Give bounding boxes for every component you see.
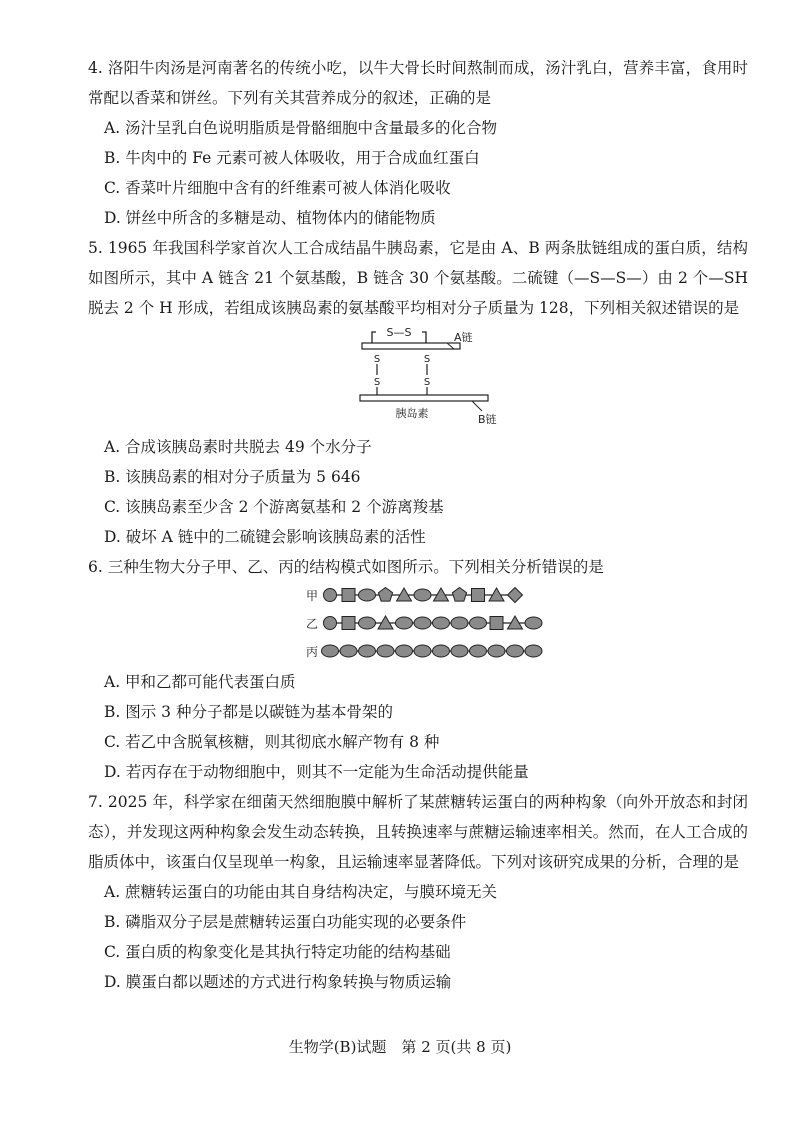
monomer-ellipse [396, 645, 413, 657]
svg-text:S: S [373, 354, 381, 365]
question-6 [88, 552, 748, 582]
monomer-square [342, 617, 355, 630]
monomer-ellipse [377, 645, 394, 657]
question-5-options [88, 432, 748, 552]
option-d: D. 膜蛋白都以题述的方式进行构象转换与物质运输 [104, 973, 452, 991]
monomer-ellipse [451, 645, 468, 657]
question-stem: 7. 2025 年，科学家在细菌天然细胞膜中解析了某蔗糖转运蛋白的两种构象（向外开放态和封闭态），并发现这两种构象会发生动态转换，且转换速率与蔗糖运输速率相关。然而，在人工合成的脂质体中，该蛋白仅呈现单一构象，且运输速率显著降低。下列对该研究成果的分析，合理的是 [88, 793, 748, 871]
monomer-ellipse [451, 617, 468, 629]
svg-text:S: S [423, 377, 431, 388]
molecule-label-1: 乙 [306, 617, 319, 631]
monomer-circle [324, 589, 337, 602]
question-stem: 6. 三种生物大分子甲、乙、丙的结构模式如图所示。下列相关分析错误的是 [88, 558, 604, 576]
monomer-ellipse [525, 617, 542, 629]
monomer-ellipse [525, 645, 542, 657]
insulin-structure-figure [350, 323, 510, 428]
option-b: B. 图示 3 种分子都是以碳链为基本骨架的 [104, 703, 393, 721]
monomer-ellipse [470, 645, 487, 657]
question-6-options [88, 667, 748, 787]
monomer-square [472, 589, 485, 602]
option-c: C. 蛋白质的构象变化是其执行特定功能的结构基础 [104, 943, 451, 961]
chain-b-bar [360, 395, 488, 401]
monomer-pentagon [378, 588, 392, 602]
option-a: A. 合成该胰岛素时共脱去 49 个水分子 [104, 438, 372, 456]
monomer-pentagon [452, 588, 466, 602]
monomer-ellipse [470, 617, 487, 629]
option-d: D. 饼丝中所含的多糖是动、植物体内的储能物质 [104, 209, 436, 227]
chain-b-label: B链 [478, 413, 497, 426]
monomer-ellipse [322, 645, 339, 657]
macromolecule-figure [304, 584, 544, 664]
protein-label: 胰岛素 [395, 407, 429, 420]
monomer-ellipse [414, 645, 431, 657]
page-footer: 生物学(B)试题 第 2 页(共 8 页) [288, 1038, 512, 1056]
monomer-ellipse [507, 645, 524, 657]
question-stem: 5. 1965 年我国科学家首次人工合成结晶牛胰岛素，它是由 A、B 两条肽链组成的蛋白质，结构如图所示，其中 A 链含 21 个氨基酸，B 链含 30 个氨基酸。二硫键（—S—S—）由 2 个—SH 脱去 2 个 H 形成，若组成该胰岛素的氨基酸平均相对分子质量为 128，下列相关叙述错误的是 [88, 239, 748, 317]
question-5 [88, 233, 748, 323]
option-b: B. 牛肉中的 Fe 元素可被人体吸收，用于合成血红蛋白 [104, 149, 480, 167]
chain-a-bar [362, 343, 460, 349]
svg-text:S: S [373, 377, 381, 388]
question-4 [88, 53, 748, 233]
option-c: C. 该胰岛素至少含 2 个游离氨基和 2 个游离羧基 [104, 498, 444, 516]
option-c: C. 若乙中含脱氧核糖，则其彻底水解产物有 8 种 [104, 733, 440, 751]
option-b: B. 磷脂双分子层是蔗糖转运蛋白功能实现的必要条件 [104, 913, 467, 931]
question-stem: 4. 洛阳牛肉汤是河南著名的传统小吃，以牛大骨长时间熬制而成，汤汁乳白，营养丰富，食用时常配以香菜和饼丝。下列有关其营养成分的叙述，正确的是 [88, 59, 748, 107]
molecule-label-0: 甲 [306, 589, 319, 603]
option-a: A. 甲和乙都可能代表蛋白质 [104, 673, 296, 691]
monomer-diamond [508, 588, 523, 603]
monomer-ellipse [359, 617, 376, 629]
monomer-ellipse [414, 589, 431, 601]
option-c: C. 香菜叶片细胞中含有的纤维素可被人体消化吸收 [104, 179, 451, 197]
option-b: B. 该胰岛素的相对分子质量为 5 646 [104, 468, 361, 486]
question-7 [88, 787, 748, 997]
monomer-ellipse [433, 617, 450, 629]
option-a: A. 汤汁呈乳白色说明脂质是骨骼细胞中含量最多的化合物 [104, 119, 498, 137]
monomer-ellipse [396, 617, 413, 629]
monomer-circle [324, 617, 337, 630]
monomer-ellipse [359, 589, 376, 601]
option-a: A. 蔗糖转运蛋白的功能由其自身结构决定，与膜环境无关 [104, 883, 498, 901]
monomer-ellipse [488, 645, 505, 657]
option-d: D. 若丙存在于动物细胞中，则其不一定能为生命活动提供能量 [104, 763, 529, 781]
molecule-label-2: 丙 [306, 645, 319, 659]
monomer-ellipse [414, 617, 431, 629]
monomer-ellipse [433, 645, 450, 657]
disulfide-bond-label: S—S [386, 326, 412, 339]
chain-a-label: A链 [454, 331, 473, 344]
svg-text:S: S [423, 354, 431, 365]
option-d: D. 破坏 A 链中的二硫键会影响该胰岛素的活性 [104, 528, 426, 546]
monomer-square [490, 617, 503, 630]
monomer-square [342, 589, 355, 602]
monomer-ellipse [340, 645, 357, 657]
monomer-ellipse [359, 645, 376, 657]
